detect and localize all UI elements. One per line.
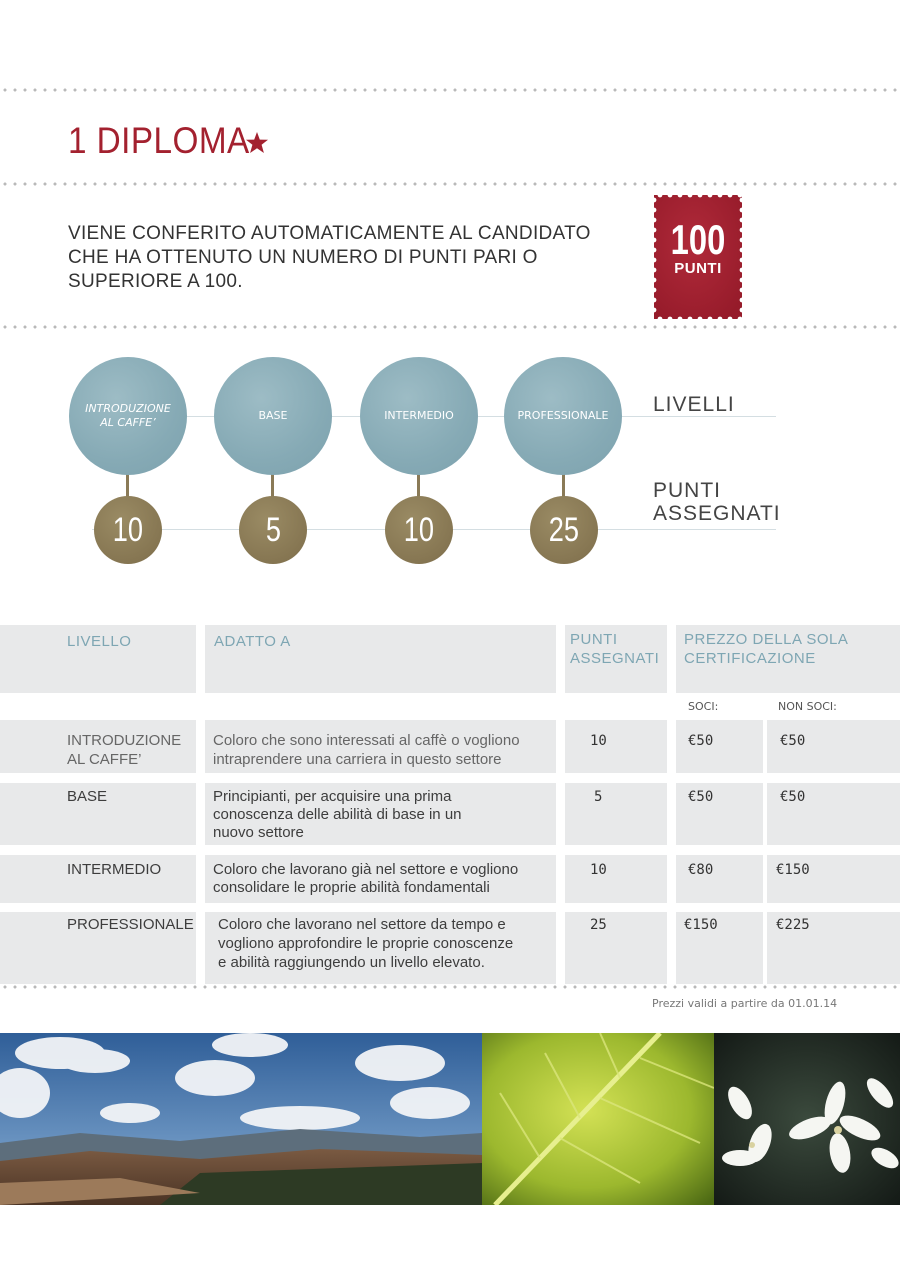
coffee-flowers-photo <box>714 1033 900 1205</box>
table-cell <box>565 912 667 984</box>
row-punti: 25 <box>590 917 607 933</box>
header-punti-2: ASSEGNATI <box>570 650 660 667</box>
level-circle-base <box>214 357 332 475</box>
row-livello: PROFESSIONALE <box>67 916 194 933</box>
row-adatto-3: nuovo settore <box>213 824 304 841</box>
points-label-2: ASSEGNATI <box>653 502 781 525</box>
row-livello: BASE <box>67 788 108 805</box>
points-stamp <box>651 192 745 322</box>
row-adatto-2: consolidare le proprie abilità fondamentali <box>213 879 490 896</box>
row-adatto-1: Coloro che lavorano già nel settore e vogliono <box>213 861 519 878</box>
row-adatto-1: Principianti, per acquisire una prima <box>213 788 452 805</box>
divider-table <box>0 985 900 989</box>
divider-title <box>0 182 900 186</box>
row-non-soci: €225 <box>776 917 810 933</box>
row-soci: €50 <box>688 789 714 805</box>
level-circle-professionale <box>504 357 622 475</box>
row-punti: 10 <box>590 862 607 878</box>
points-circle-4 <box>530 496 598 564</box>
row-punti: 10 <box>590 733 607 749</box>
points-value: 10 <box>403 510 435 549</box>
subheader-non-soci: NON SOCI: <box>778 700 837 713</box>
star-icon <box>245 131 269 155</box>
coffee-leaf-photo <box>482 1033 714 1205</box>
row-adatto-1: Coloro che lavorano nel settore da tempo e <box>218 916 506 933</box>
divider-top <box>0 88 900 92</box>
level-label: INTRODUZIONE <box>85 402 171 415</box>
table-cell <box>565 720 667 773</box>
header-livello: LIVELLO <box>67 633 132 650</box>
row-soci: €150 <box>684 917 718 933</box>
row-adatto-1: Coloro che sono interessati al caffè o vogliono <box>213 732 520 749</box>
stamp-label: PUNTI <box>674 260 722 277</box>
row-adatto-2: vogliono approfondire le proprie conoscenze <box>218 935 514 952</box>
stamp-number: 100 <box>670 216 726 263</box>
intro-text: VIENE CONFERITO AUTOMATICAMENTE AL CANDIDATO CHE HA OTTENUTO UN NUMERO DI PUNTI PARI O SUPERIORE A 100. <box>68 223 591 292</box>
row-livello-2: AL CAFFE’ <box>67 751 142 768</box>
row-punti: 5 <box>594 789 603 805</box>
header-punti-1: PUNTI <box>570 631 618 648</box>
row-livello: INTERMEDIO <box>67 861 162 878</box>
points-label-1: PUNTI <box>653 479 721 502</box>
page-title: 1 DIPLOMA <box>68 120 250 161</box>
table-cell <box>565 783 667 845</box>
points-value: 10 <box>112 510 144 549</box>
row-livello: INTRODUZIONE <box>67 732 182 749</box>
level-label: BASE <box>258 409 288 422</box>
row-adatto-3: e abilità raggiungendo un livello elevato. <box>218 954 485 971</box>
row-non-soci: €150 <box>776 862 810 878</box>
points-circle-3 <box>385 496 453 564</box>
row-soci: €80 <box>688 862 714 878</box>
level-circle-introduzione <box>69 357 187 475</box>
landscape-photo <box>0 1033 482 1205</box>
row-adatto-2: conoscenza delle abilità di base in un <box>213 806 462 823</box>
points-value: 25 <box>548 510 580 549</box>
photo-strip <box>0 1033 900 1205</box>
points-circle-2 <box>239 496 307 564</box>
table-cell <box>565 855 667 903</box>
level-label-2: AL CAFFE’ <box>100 416 156 429</box>
divider-intro <box>0 325 900 329</box>
levels-label: LIVELLI <box>653 393 735 416</box>
header-adatto: ADATTO A <box>214 633 291 650</box>
level-label: INTERMEDIO <box>384 409 454 422</box>
points-value: 5 <box>265 510 281 549</box>
level-label: PROFESSIONALE <box>517 409 609 422</box>
row-adatto-2: intraprendere una carriera in questo settore <box>213 751 502 768</box>
subheader-soci: SOCI: <box>688 700 719 713</box>
header-prezzo-2: CERTIFICAZIONE <box>684 650 816 667</box>
row-non-soci: €50 <box>780 789 806 805</box>
row-non-soci: €50 <box>780 733 806 749</box>
row-soci: €50 <box>688 733 714 749</box>
level-circle-intermedio <box>360 357 478 475</box>
points-circle-1 <box>94 496 162 564</box>
price-validity-note: Prezzi validi a partire da 01.01.14 <box>652 997 838 1010</box>
header-prezzo-1: PREZZO DELLA SOLA <box>684 631 849 648</box>
